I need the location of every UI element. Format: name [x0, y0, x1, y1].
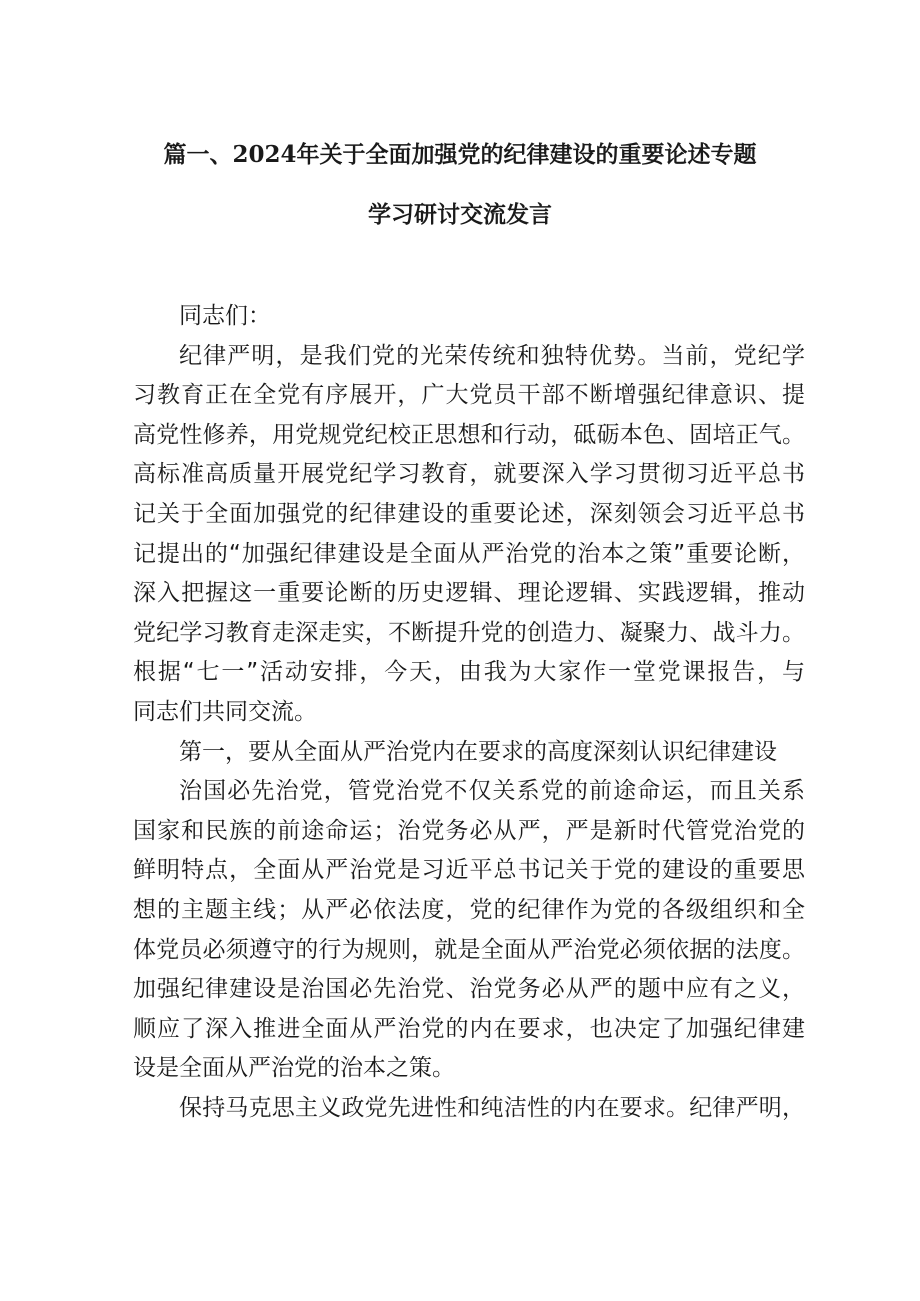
paragraph-line: 设是全面从严治党的治本之策。	[133, 1055, 455, 1082]
document-title-line-2: 学习研讨交流发言	[368, 201, 552, 228]
paragraph-line: 治国必先治党，管党治党不仅关系党的前途命运，而且关系	[179, 778, 805, 805]
paragraph-line: 深入把握这一重要论断的历史逻辑、理论逻辑、实践逻辑，推动	[133, 580, 805, 607]
paragraph-line: 保持马克思主义政党先进性和纯洁性的内在要求。纪律严明，	[179, 1094, 805, 1121]
paragraph-line: 想的主题主线；从严必依法度，党的纪律作为党的各级组织和全	[133, 896, 805, 923]
paragraph-line: 鲜明特点，全面从严治党是习近平总书记关于党的建设的重要思	[133, 857, 805, 884]
paragraph-line: 记关于全面加强党的纪律建设的重要论述，深刻领会习近平总书	[133, 500, 805, 527]
section-heading: 第一，要从全面从严治党内在要求的高度深刻认识纪律建设	[179, 738, 777, 765]
paragraph-line: 国家和民族的前途命运；治党务必从严，严是新时代管党治党的	[133, 817, 805, 844]
paragraph-line: 党纪学习教育走深走实，不断提升党的创造力、凝聚力、战斗力。	[133, 619, 805, 646]
paragraph-line: 同志们共同交流。	[133, 698, 317, 725]
document-body	[133, 297, 805, 1128]
paragraph-line: 习教育正在全党有序展开，广大党员干部不断增强纪律意识、提	[133, 382, 805, 409]
paragraph-line: 体党员必须遵守的行为规则，就是全面从严治党必须依据的法度。	[133, 936, 805, 963]
document-title-line-1: 篇一、2024年关于全面加强党的纪律建设的重要论述专题	[163, 141, 757, 168]
paragraph-line: 纪律严明，是我们党的光荣传统和独特优势。当前，党纪学	[179, 342, 805, 369]
paragraph-line: 根据“七一”活动安排，今天，由我为大家作一堂党课报告，与	[133, 659, 805, 686]
paragraph-line: 记提出的“加强纪律建设是全面从严治党的治本之策”重要论断，	[133, 540, 805, 567]
paragraph-line: 加强纪律建设是治国必先治党、治党务必从严的题中应有之义，	[133, 976, 805, 1003]
paragraph-line: 顺应了深入推进全面从严治党的内在要求，也决定了加强纪律建	[133, 1015, 805, 1042]
salutation: 同志们：	[179, 303, 271, 329]
paragraph-line: 高党性修养，用党规党纪校正思想和行动，砥砺本色、固培正气。	[133, 421, 805, 448]
paragraph-line: 高标准高质量开展党纪学习教育，就要深入学习贯彻习近平总书	[133, 461, 805, 488]
